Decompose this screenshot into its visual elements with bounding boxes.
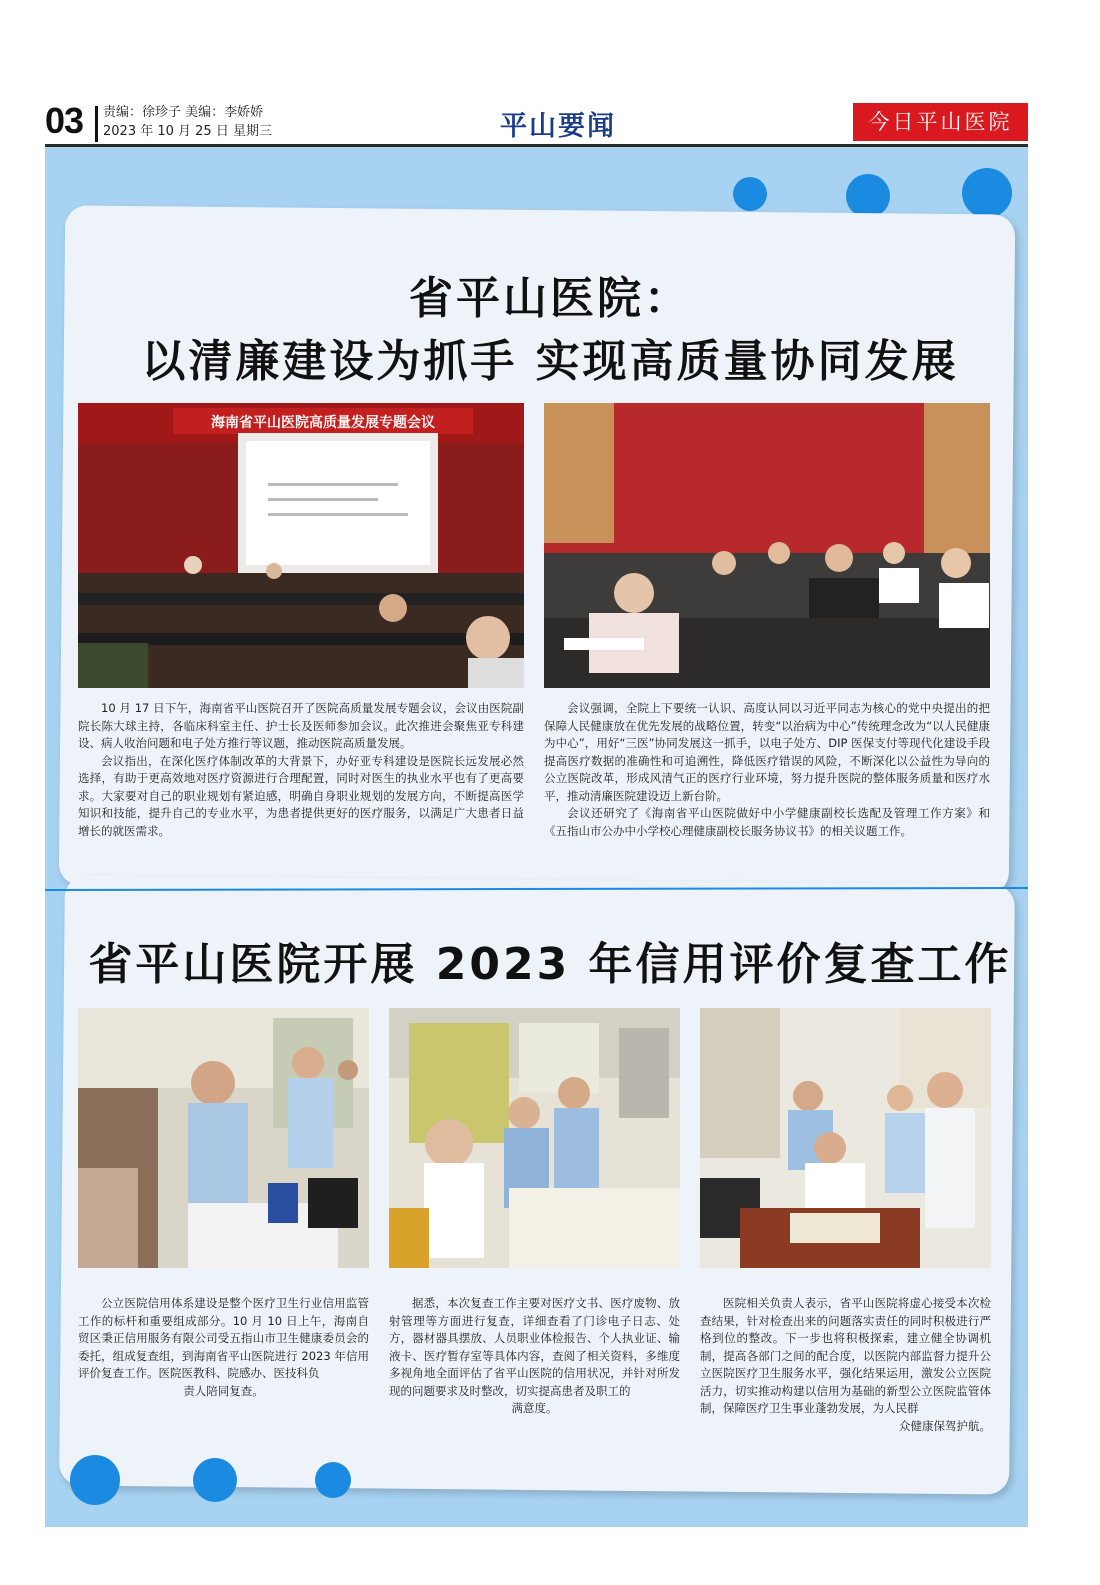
paragraph-tail: 众健康保驾护航。 — [899, 1418, 991, 1433]
newspaper-brand: 今日平山医院 — [853, 103, 1028, 141]
page-number-divider — [95, 106, 98, 142]
article1-headline-line2: 以清廉建设为抓手 实现高质量协同发展 — [141, 336, 959, 387]
date-line: 2023 年 10 月 25 日 星期三 — [103, 124, 272, 139]
section-title: 平山要闻 — [500, 111, 616, 142]
article2-column2 — [389, 1295, 680, 1418]
article2-column3 — [700, 1295, 991, 1435]
article1-column1 — [78, 700, 524, 840]
inspection-photo-1 — [78, 1008, 369, 1268]
paragraph: 会议指出，在深化医疗体制改革的大背景下，办好亚专科建设是医院长远发展必然选择，有助于更高效地对医疗资源进行合理配置，同时对医生的执业水平也有了更高要求。大家要对自己的职业规划有紧迫感，明确自身职业规划的发展方向，不断提高医学知识和技能，提升自己的专业水平，为患者提供更好的医疗服务，以满足广大患者日益增长的就医需求。 — [78, 753, 524, 838]
meeting-photo-2 — [544, 403, 990, 688]
paragraph-tail: 满意度。 — [511, 1401, 558, 1415]
paragraph: 会议强调，全院上下要统一认识、高度认同以习近平同志为核心的党中央提出的把保障人民健康放在优先发展的战略位置，转变“以治病为中心”传统理念改为“以人民健康为中心”，用好“三医”协同发展这一抓手，以电子处方、DIP 医保支付等现代化建设手段提高医疗数据的准确性和可追溯性，降低医疗错误的风险，不断深化以公益性为导向的公立医院改革，形成风清气正的医疗行业环境，努力提升医院的整体服务质量和医疗水平，推动清廉医院建设迈上新台阶。 — [544, 701, 990, 803]
paragraph: 医院相关负责人表示，省平山医院将虚心接受本次检查结果，针对检查出来的问题落实责任的同时积极进行严格到位的整改。下一步也将积极探索，建立健全协调机制，提高各部门之间的配合度，以医院内部监督力提升公立医院医疗卫生服务水平，强化结果运用，激发公立医院活力，切实推动构建以信用为基础的新型公立医院监管体制，保障医疗卫生事业蓬勃发展，为人民群 — [700, 1296, 991, 1415]
inspection-photo-3 — [700, 1008, 991, 1268]
paragraph: 会议还研究了《海南省平山医院做好中小学健康副校长选配及管理工作方案》和《五指山市公办中小学校心理健康副校长服务协议书》的相关议题工作。 — [544, 806, 990, 838]
article1-headline-line1: 省平山医院： — [409, 273, 691, 324]
article2-column1 — [78, 1295, 369, 1400]
editor-info — [103, 103, 272, 141]
paragraph: 10 月 17 日下午，海南省平山医院召开了医院高质量发展专题会议，会议由医院副院长陈大球主持，各临床科室主任、护士长及医师参加会议。此次推进会聚焦亚专科建设、病人收治问题和电子处方推行等议题，推动医院高质量发展。 — [78, 701, 524, 750]
meeting-banner-text: 海南省平山医院高质量发展专题会议 — [211, 415, 435, 431]
decor-dot-icon — [70, 1455, 120, 1505]
inspection-photo-2 — [389, 1008, 680, 1268]
paragraph: 公立医院信用体系建设是整个医疗卫生行业信用监管工作的标杆和重要组成部分。10 月 10 日上午，海南自贸区秉正信用服务有限公司受五指山市卫生健康委员会的委托，组成复查组，到海南省平山医院进行 2023 年信用评价复查工作。医院医教科、院感办、医技科负 — [78, 1296, 369, 1380]
article1-column2 — [544, 700, 990, 840]
masthead — [45, 100, 1028, 146]
decor-dot-icon — [193, 1458, 237, 1502]
page-number: 03 — [45, 100, 84, 141]
decor-dot-icon — [315, 1462, 351, 1498]
decor-dot-icon — [846, 174, 890, 218]
meeting-photo-1 — [78, 403, 524, 688]
decor-dot-icon — [733, 177, 767, 211]
decor-dot-icon — [962, 168, 1012, 218]
article2-headline: 省平山医院开展 2023 年信用评价复查工作 — [88, 939, 1012, 990]
editor-line: 责编：徐珍子 美编：李娇娇 — [103, 105, 264, 120]
paragraph: 据悉，本次复查工作主要对医疗文书、医疗废物、放射管理等方面进行复查，详细查看了门诊电子日志、处方，器材器具摆放、人员职业体检报告、个人执业证、输液卡、医疗暂存室等具体内容，查阅了相关资料，多维度多视角地全面评估了省平山医院的信用状况，并针对所发现的问题要求及时整改，切实提高患者及职工的 — [389, 1296, 680, 1398]
paragraph-tail: 责人陪同复查。 — [183, 1383, 264, 1398]
